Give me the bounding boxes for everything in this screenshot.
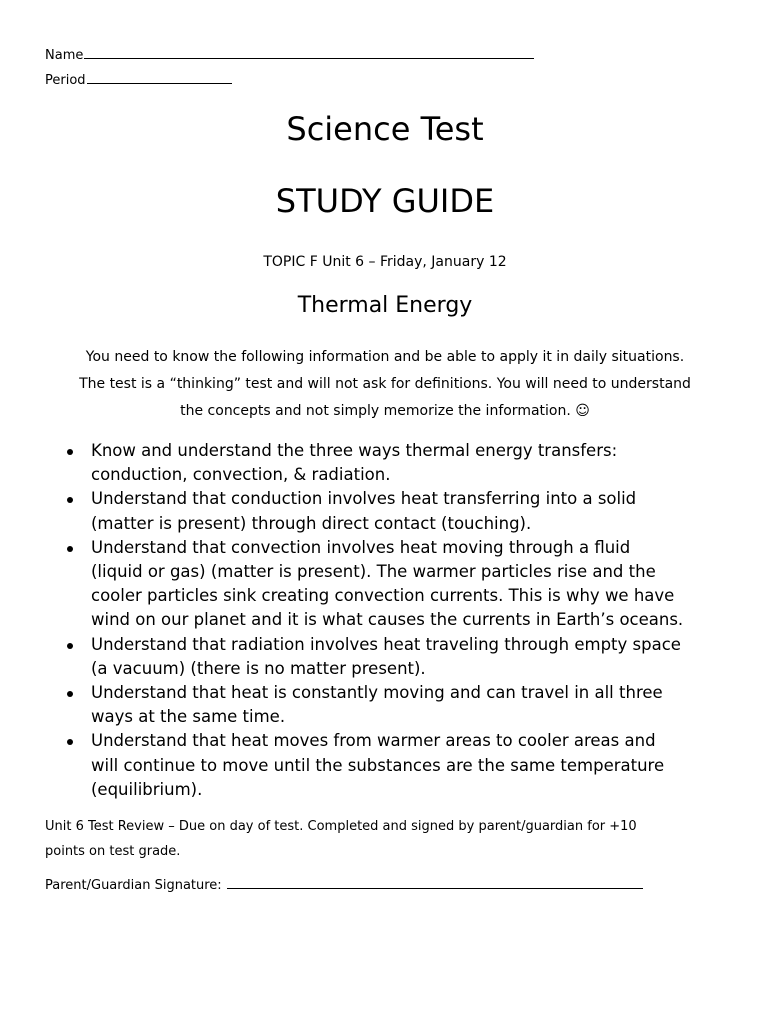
- bullet-dot-icon: [67, 449, 73, 455]
- bullet-line: (liquid or gas) (matter is present). The warmer particles rise and the: [91, 562, 656, 582]
- name-label: Name: [45, 48, 84, 63]
- period-blank-line[interactable]: [87, 72, 232, 84]
- intro-line: the concepts and not simply memorize the information. ☺: [180, 403, 590, 419]
- bullet-line: Understand that conduction involves heat transferring into a solid: [91, 489, 637, 509]
- period-field[interactable]: [45, 72, 232, 89]
- intro-paragraph: [40, 344, 730, 425]
- bullet-item: [0, 439, 770, 487]
- topic-heading: Thermal Energy: [297, 293, 473, 318]
- bullet-item: [0, 536, 770, 633]
- intro-line: You need to know the following information and be able to apply it in daily situations.: [85, 349, 685, 365]
- bullet-dot-icon: [67, 691, 73, 697]
- name-field[interactable]: [45, 47, 534, 64]
- bullet-line: (matter is present) through direct contact (touching).: [91, 513, 532, 533]
- bullet-line: Understand that radiation involves heat traveling through empty space: [91, 634, 681, 654]
- signature-blank-line[interactable]: [227, 877, 643, 889]
- bullet-item: [0, 633, 770, 681]
- bullet-line: cooler particles sink creating convection currents. This is why we have: [91, 586, 675, 606]
- bullet-line: (equilibrium).: [91, 779, 203, 799]
- bullet-line: Know and understand the three ways thermal energy transfers:: [91, 441, 618, 460]
- bullet-line: Understand that heat is constantly moving and can travel in all three: [91, 683, 663, 703]
- signature-label: Parent/Guardian Signature:: [45, 878, 222, 893]
- bullet-item: [0, 681, 770, 729]
- page-title: Science Test: [286, 110, 484, 148]
- topic-line: TOPIC F Unit 6 – Friday, January 12: [263, 254, 507, 270]
- bullet-line: Understand that heat moves from warmer areas to cooler areas and: [91, 731, 656, 751]
- test-review-note: [45, 814, 735, 864]
- study-bullet-list: [0, 439, 770, 802]
- bullet-item: [0, 729, 770, 802]
- bullet-line: wind on our planet and it is what causes the currents in Earth’s oceans.: [91, 610, 684, 630]
- bullet-line: will continue to move until the substances are the same temperature: [91, 755, 665, 775]
- bullet-line: conduction, convection, & radiation.: [91, 465, 391, 485]
- bullet-line: Understand that convection involves heat moving through a fluid: [91, 537, 631, 557]
- period-label: Period: [45, 73, 86, 88]
- signature-field[interactable]: [45, 877, 643, 894]
- review-line: Unit 6 Test Review – Due on day of test. Completed and signed by parent/guardian for +10: [45, 819, 637, 834]
- bullet-item: [0, 487, 770, 535]
- bullet-line: ways at the same time.: [91, 707, 286, 727]
- bullet-dot-icon: [67, 739, 73, 745]
- bullet-dot-icon: [67, 643, 73, 649]
- name-blank-line[interactable]: [84, 47, 534, 59]
- bullet-line: (a vacuum) (there is no matter present).: [91, 658, 426, 678]
- page-subtitle: STUDY GUIDE: [275, 182, 495, 220]
- review-line: points on test grade.: [45, 844, 181, 859]
- bullet-dot-icon: [67, 546, 73, 552]
- bullet-dot-icon: [67, 497, 73, 503]
- intro-line: The test is a “thinking” test and will not ask for definitions. You will need to understand: [79, 376, 691, 392]
